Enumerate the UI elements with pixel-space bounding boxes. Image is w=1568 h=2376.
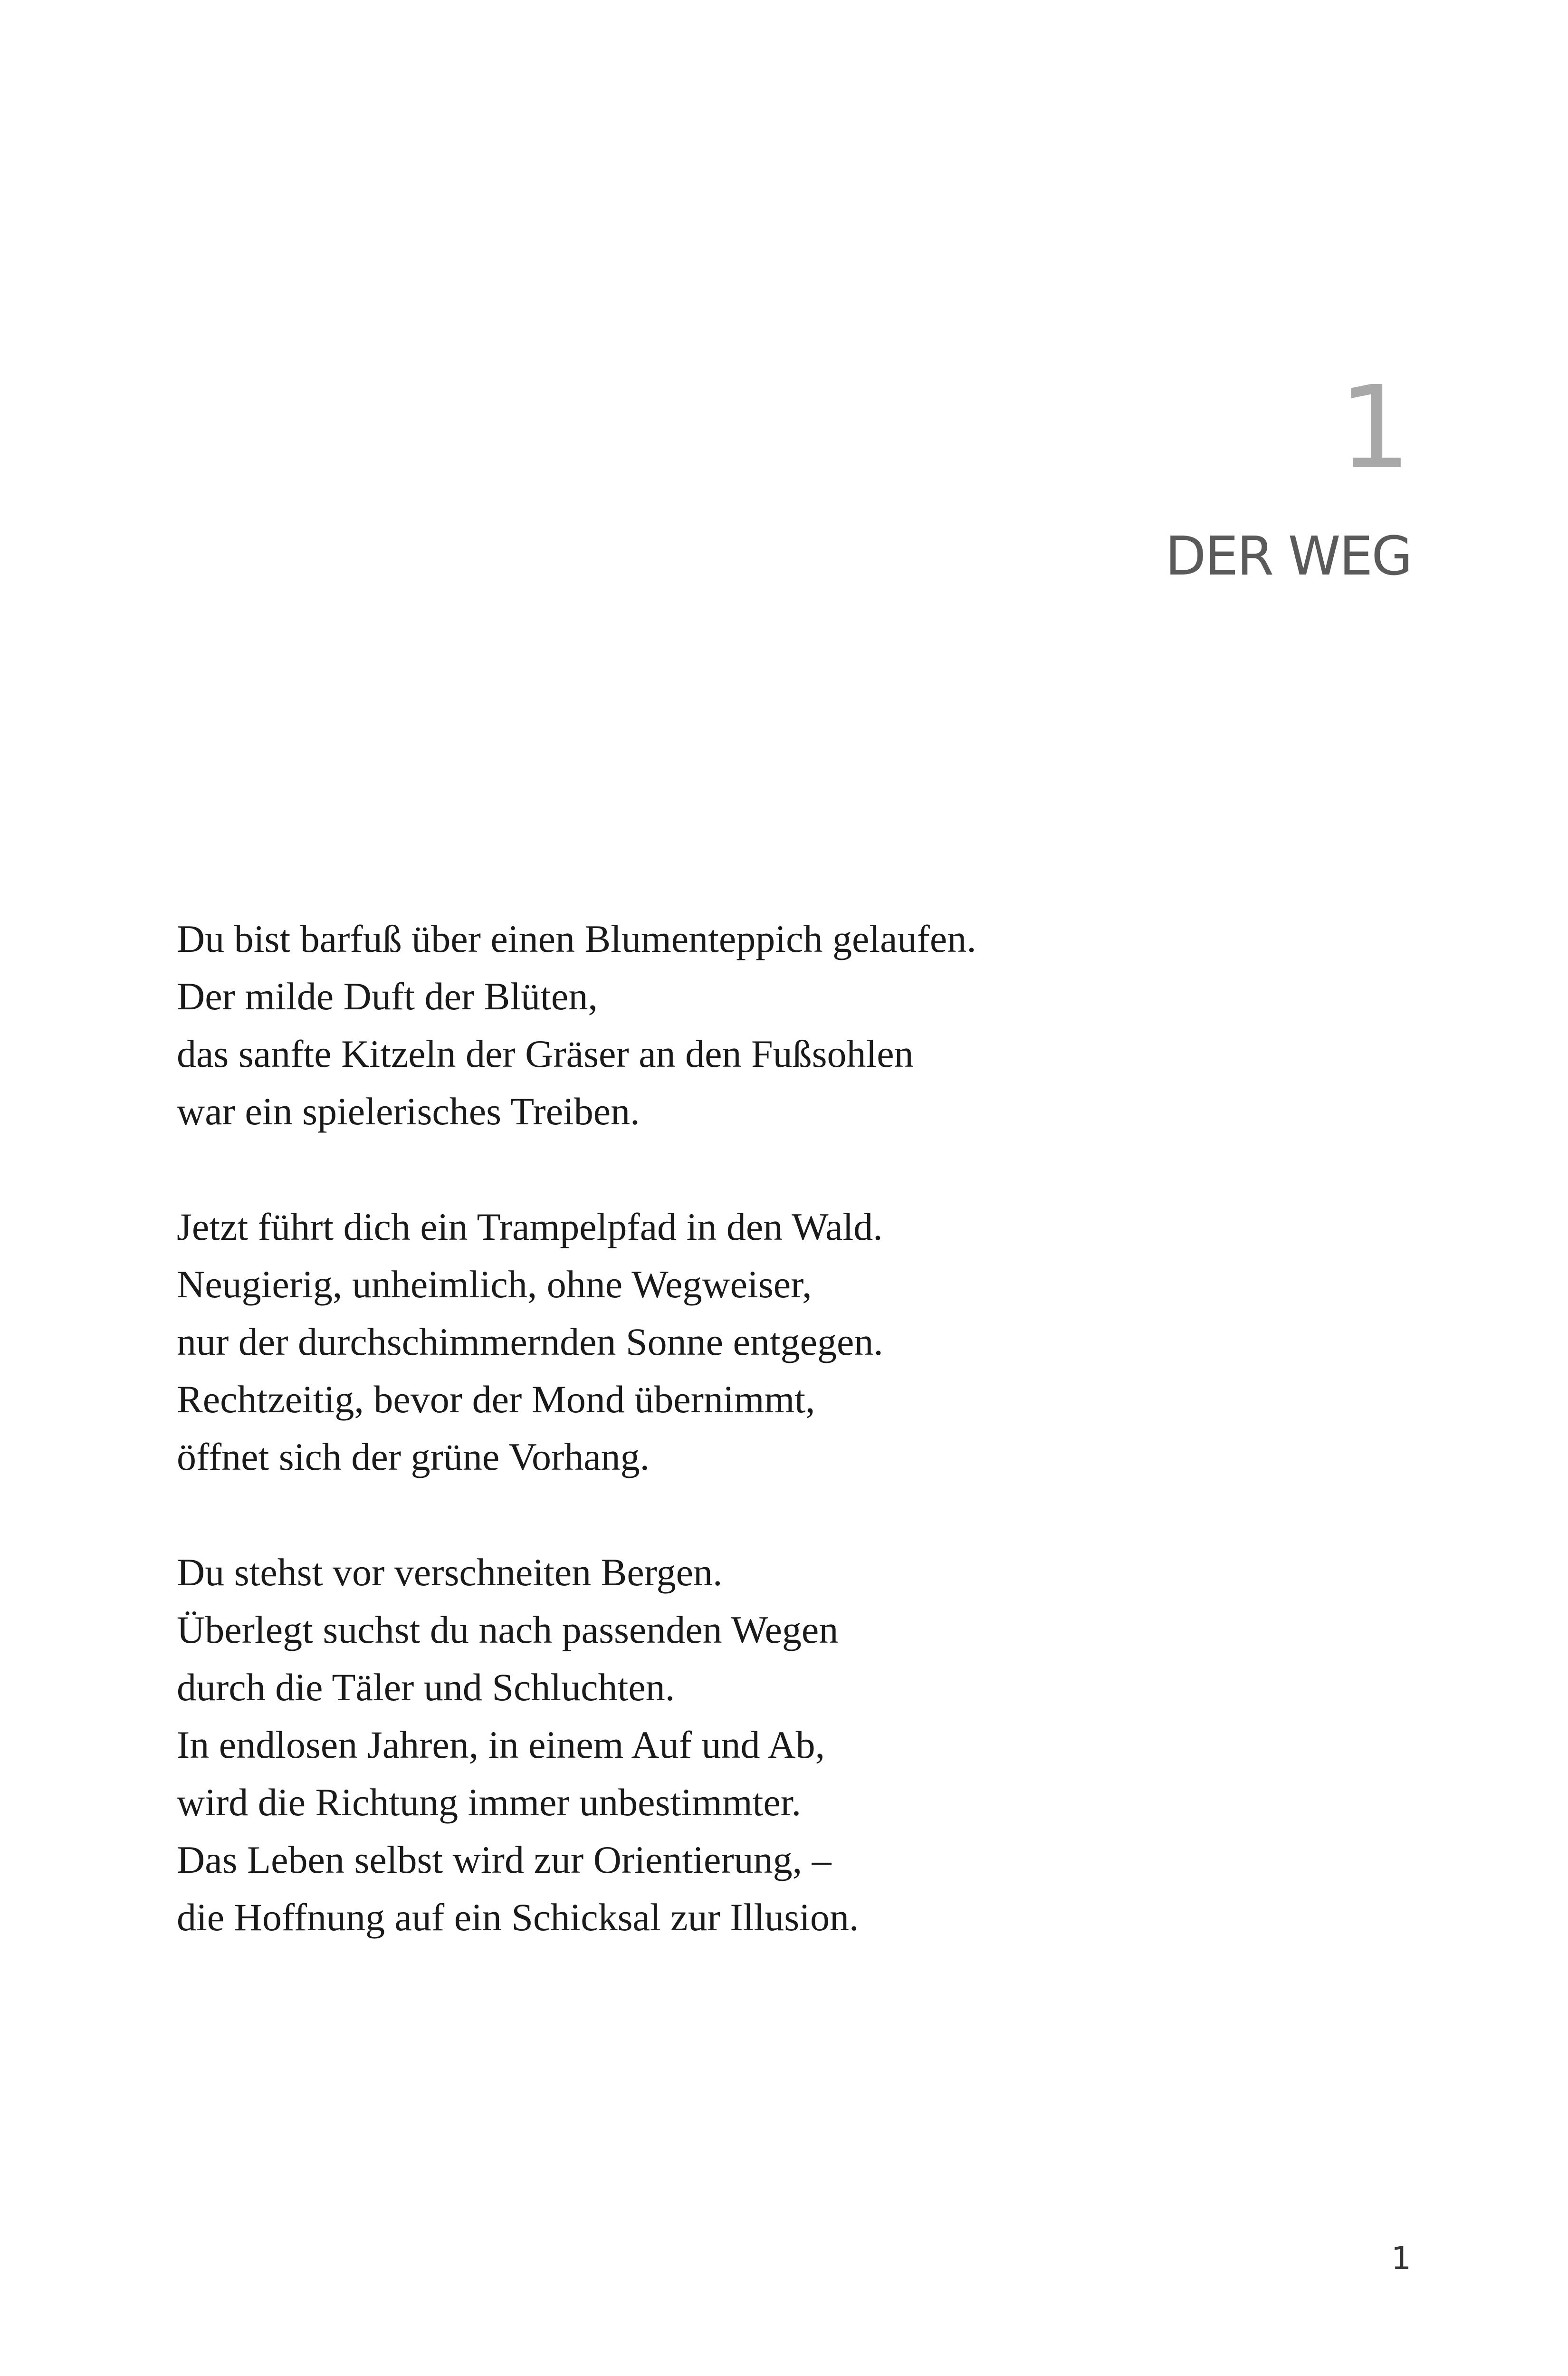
poem-line: Überlegt suchst du nach passenden Wegen <box>177 1608 839 1651</box>
poem-line: wird die Richtung immer unbestimmter. <box>177 1781 802 1824</box>
poem-line: Der milde Duft der Blüten, <box>177 975 598 1018</box>
poem-line: Du bist barfuß über einen Blumenteppich gelaufen. <box>177 917 976 960</box>
chapter-number: 1 <box>1339 361 1411 494</box>
stanza-2 <box>177 1198 1365 1485</box>
poem-line: das sanfte Kitzeln der Gräser an den Fußsohlen <box>177 1032 914 1075</box>
page-number: 1 <box>1391 2240 1411 2277</box>
poem-line: durch die Täler und Schluchten. <box>177 1666 675 1709</box>
poem-line: Jetzt führt dich ein Trampelpfad in den Wald. <box>177 1205 883 1248</box>
poem-line: öffnet sich der grüne Vorhang. <box>177 1435 650 1478</box>
chapter-title: DER WEG <box>1165 526 1411 587</box>
poem-line: Du stehst vor verschneiten Bergen. <box>177 1551 723 1594</box>
poem-line: In endlosen Jahren, in einem Auf und Ab, <box>177 1723 825 1766</box>
poem-line: war ein spielerisches Treiben. <box>177 1090 640 1133</box>
stanza-3 <box>177 1543 1365 1946</box>
stanza-1 <box>177 910 1365 1140</box>
poem-line: Das Leben selbst wird zur Orientierung, – <box>177 1838 832 1881</box>
poem-line: nur der durchschimmernden Sonne entgegen. <box>177 1320 883 1363</box>
poem <box>177 910 1365 2004</box>
poem-line: die Hoffnung auf ein Schicksal zur Illusion. <box>177 1896 859 1939</box>
poem-line: Rechtzeitig, bevor der Mond übernimmt, <box>177 1378 815 1421</box>
poem-line: Neugierig, unheimlich, ohne Wegweiser, <box>177 1263 812 1306</box>
